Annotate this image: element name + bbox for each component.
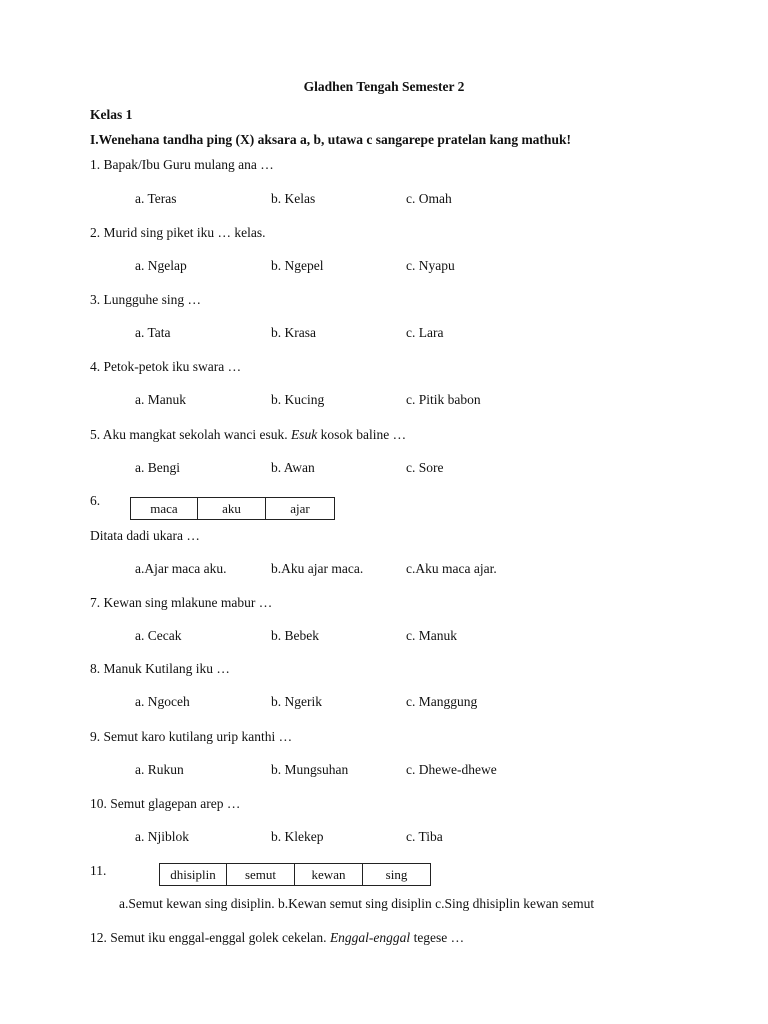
q9-option-c: c. Dhewe-dhewe (406, 762, 497, 777)
question-11-number: 11. (90, 863, 107, 878)
word-cell: maca (131, 498, 198, 519)
question-1: 1. Bapak/Ibu Guru mulang ana … (90, 157, 274, 172)
q5-option-c: c. Sore (406, 460, 444, 475)
question-12: 12. Semut iku enggal-enggal golek cekelan. Enggal-enggal tegese … (90, 930, 465, 945)
question-10: 10. Semut glagepan arep … (90, 796, 241, 811)
q5-option-b: b. Awan (271, 460, 315, 475)
q6-option-a: a.Ajar maca aku. (135, 561, 227, 576)
question-6: Ditata dadi ukara … (90, 528, 200, 543)
q7-option-a: a. Cecak (135, 628, 182, 643)
q1-option-c: c. Omah (406, 191, 452, 206)
q2-option-c: c. Nyapu (406, 258, 455, 273)
class-label: Kelas 1 (90, 107, 133, 122)
word-cell: ajar (290, 500, 310, 516)
page-title: Gladhen Tengah Semester 2 (303, 79, 465, 94)
question-9: 9. Semut karo kutilang urip kanthi … (90, 729, 293, 744)
q6-option-b: b.Aku ajar maca. (271, 561, 364, 576)
q2-option-b: b. Ngepel (271, 258, 324, 273)
q10-option-c: c. Tiba (406, 829, 443, 844)
word-cell: semut (227, 864, 295, 885)
q7-option-b: b. Bebek (271, 628, 319, 643)
question-7: 7. Kewan sing mlakune mabur … (90, 595, 273, 610)
word-cell: sing (385, 866, 408, 882)
q5-option-a: a. Bengi (135, 460, 180, 475)
q1-option-a: a. Teras (135, 191, 177, 206)
question-3: 3. Lungguhe sing … (90, 292, 201, 307)
q10-option-a: a. Njiblok (135, 829, 189, 844)
q9-option-a: a. Rukun (135, 762, 184, 777)
q10-option-b: b. Klekep (271, 829, 324, 844)
q4-option-b: b. Kucing (271, 392, 325, 407)
q5-emphasis: Esuk (290, 427, 318, 442)
q7-option-c: c. Manuk (406, 628, 457, 643)
word-cell: aku (198, 498, 266, 519)
question-5: 5. Aku mangkat sekolah wanci esuk. Esuk kosok baline … (90, 427, 407, 442)
q11-options: a.Semut kewan sing disiplin. b.Kewan semut sing disiplin c.Sing dhisiplin kewan semut (119, 896, 595, 911)
q6-option-c: c.Aku maca ajar. (406, 561, 497, 576)
word-box-6 (130, 497, 335, 520)
q4-option-c: c. Pitik babon (406, 392, 481, 407)
q3-option-a: a. Tata (135, 325, 171, 340)
question-2: 2. Murid sing piket iku … kelas. (90, 225, 266, 240)
q12-emphasis: Enggal-enggal (329, 930, 411, 945)
word-box-11 (159, 863, 431, 886)
word-cell: dhisiplin (160, 864, 227, 885)
q2-option-a: a. Ngelap (135, 258, 187, 273)
q8-option-a: a. Ngoceh (135, 694, 190, 709)
q1-option-b: b. Kelas (271, 191, 316, 206)
q9-option-b: b. Mungsuhan (271, 762, 349, 777)
q4-option-a: a. Manuk (135, 392, 186, 407)
q3-option-b: b. Krasa (271, 325, 316, 340)
q8-option-b: b. Ngerik (271, 694, 322, 709)
q3-option-c: c. Lara (406, 325, 444, 340)
instruction: I.Wenehana tandha ping (X) aksara a, b, utawa c sangarepe pratelan kang mathuk! (90, 132, 571, 147)
word-cell: kewan (295, 864, 363, 885)
question-8: 8. Manuk Kutilang iku … (90, 661, 230, 676)
question-4: 4. Petok-petok iku swara … (90, 359, 242, 374)
q8-option-c: c. Manggung (406, 694, 478, 709)
question-6-number: 6. (90, 493, 101, 508)
